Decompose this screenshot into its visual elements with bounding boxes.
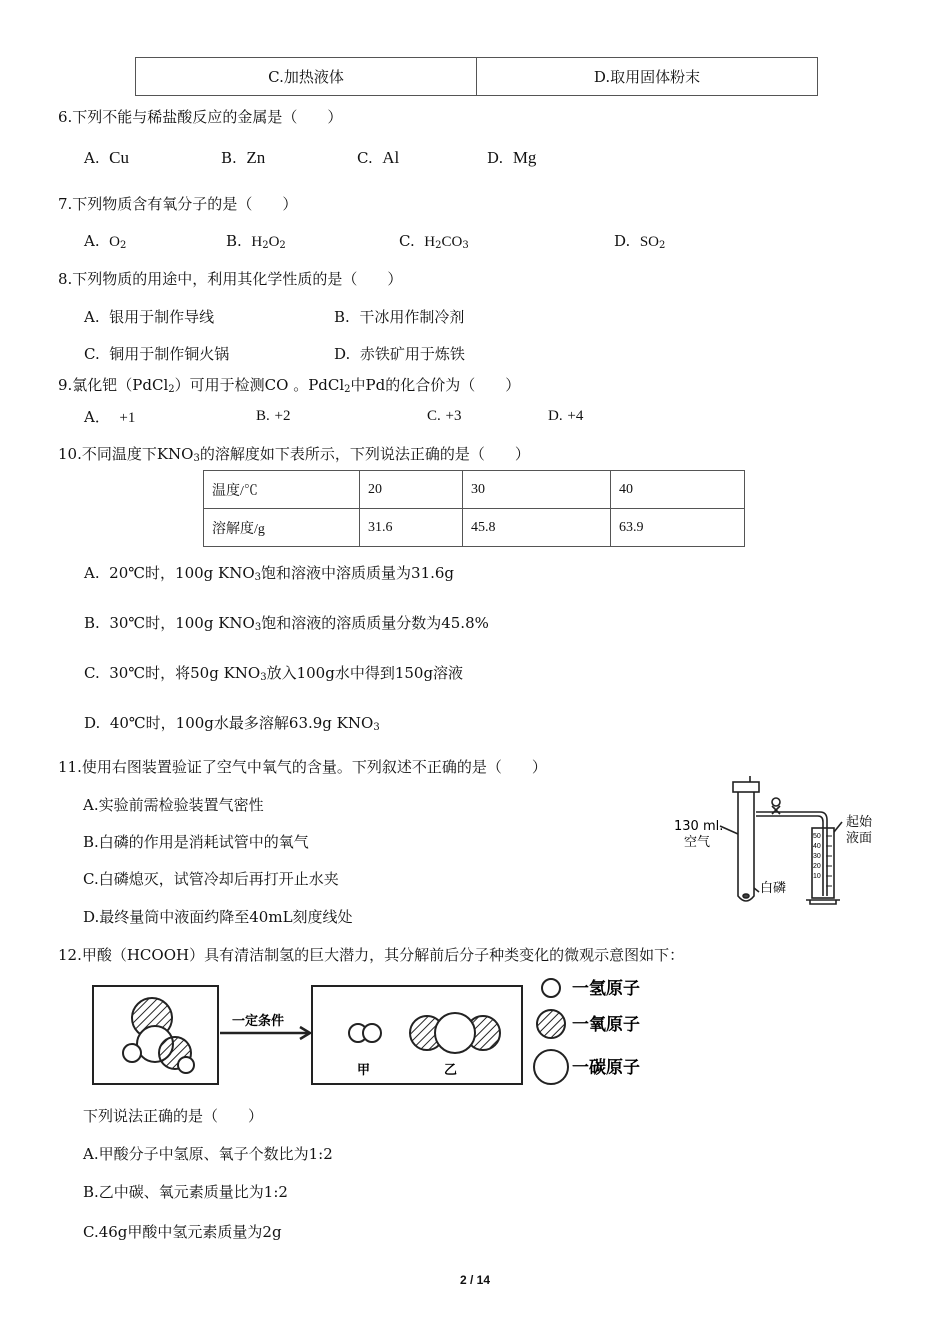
q9-option-c-letter: C. [427, 408, 441, 424]
q9-stem-sub: 2 [168, 384, 175, 395]
top-table-cell-c: C.加热液体 [136, 58, 477, 96]
q6-option-b-letter: B. [221, 149, 237, 167]
table-row [204, 471, 745, 509]
condition-label: 一定条件 [232, 1014, 285, 1029]
q7-option-d-letter: D. [614, 232, 631, 250]
q6-option-a [84, 148, 129, 168]
q10-option-c-letter: C. [84, 664, 100, 682]
q12-option-a: A.甲酸分子中氢原、氧子个数比为1:2 [83, 1145, 333, 1163]
legend-carbon-icon [534, 1050, 568, 1084]
q7-option-a-sub: 2 [120, 240, 127, 251]
q9-option-c-text: +3 [445, 408, 462, 424]
q8-option-c [84, 343, 229, 364]
q7-stem: 7.下列物质含有氧分子的是（ ） [58, 195, 298, 213]
start-label-1: 起始 [846, 815, 873, 830]
label-jia: 甲 [357, 1063, 371, 1078]
legend-oxygen-label: 一氧原子 [572, 1015, 640, 1035]
q8-option-c-text: 铜用于制作铜火锅 [109, 345, 230, 363]
q11-option-d: D.最终量筒中液面约降至40mL刻度线处 [83, 908, 353, 926]
q9-stem-part-b: ）可用于检测CO 。PdCl [174, 376, 345, 394]
q6-option-a-letter: A. [84, 149, 100, 167]
q10-option-d-sub: 3 [373, 722, 380, 733]
q10-option-b-part-b: 饱和溶液的溶质质量分数为45.8% [261, 614, 489, 632]
table-cell: 20 [360, 471, 463, 509]
q6-option-b [221, 148, 265, 168]
q10-option-b-sub: 3 [254, 622, 262, 633]
q7-option-a-letter: A. [84, 232, 100, 250]
q7-option-c-sub2: 3 [462, 240, 469, 251]
solubility-table [203, 470, 745, 547]
q7-option-a-formula: O [109, 234, 120, 250]
legend-oxygen-icon [537, 1010, 565, 1038]
q10-option-d-part-a: 40℃时，100g水最多溶解63.9g KNO [109, 714, 374, 732]
q6-option-c-text: Al [382, 148, 400, 167]
q6-option-b-text: Zn [246, 148, 266, 167]
q10-option-a-part-a: 20℃时，100g KNO [109, 564, 255, 582]
q9-stem [58, 374, 520, 395]
table-cell: 31.6 [360, 509, 463, 547]
q10-option-b-letter: B. [84, 614, 100, 632]
q7-option-b-sub2: 2 [279, 240, 286, 251]
hydrogen-atom [178, 1057, 194, 1073]
q10-option-d [84, 712, 380, 733]
table-cell: 40 [611, 471, 745, 509]
q9-stem-sub2: 2 [344, 384, 351, 395]
table-cell: 30 [463, 471, 611, 509]
q11-stem: 11.使用右图装置验证了空气中氧气的含量。下列叙述不正确的是（ ） [58, 758, 547, 776]
q10-stem-sub: 3 [193, 453, 200, 464]
label-yi: 乙 [444, 1063, 458, 1078]
table-cell: 温度/℃ [204, 471, 360, 509]
q10-option-c-sub: 3 [260, 672, 267, 683]
q11-option-b: B.白磷的作用是消耗试管中的氧气 [83, 833, 309, 851]
q10-option-c-part-b: 放入100g水中得到150g溶液 [266, 664, 464, 682]
q9-option-d-text: +4 [567, 408, 584, 424]
q9-option-b-text: +2 [274, 408, 291, 424]
volume-label: 130 ml. [674, 819, 724, 834]
table-cell: 45.8 [463, 509, 611, 547]
q6-stem: 6.下列不能与稀盐酸反应的金属是（ ） [58, 108, 343, 126]
legend-carbon-label: 一碳原子 [572, 1058, 640, 1078]
q10-option-a-letter: A. [84, 564, 100, 582]
q7-option-d-sub: 2 [659, 240, 666, 251]
scale-tick-label: 40 [813, 843, 821, 850]
q7-option-d-formula: SO [639, 234, 659, 250]
q7-option-b-tail: O [268, 234, 280, 250]
q8-option-d [334, 343, 465, 364]
hydrogen-atom [363, 1024, 381, 1042]
scale-tick-label: 30 [813, 853, 821, 860]
q12-option-c: C.46g甲酸中氢元素质量为2g [83, 1223, 282, 1241]
q8-option-a [84, 306, 214, 327]
scale-tick-label: 20 [813, 863, 821, 870]
page-number: 2 / 14 [459, 1273, 491, 1287]
q9-option-b-letter: B. [256, 408, 270, 424]
q8-option-c-letter: C. [84, 345, 100, 363]
oxygen-apparatus-figure [660, 776, 890, 911]
q9-stem-part-a: 9.氯化钯（PdCl [58, 376, 169, 394]
q8-option-a-text: 银用于制作导线 [109, 308, 215, 326]
q10-option-d-letter: D. [84, 714, 101, 732]
q9-option-d-letter: D. [548, 408, 563, 424]
q8-option-b-text: 干冰用作制冷剂 [359, 308, 465, 326]
q6-option-d-letter: D. [487, 149, 504, 167]
q9-option-d [548, 406, 583, 425]
q8-option-b-letter: B. [334, 308, 350, 326]
q12-option-b: B.乙中碳、氧元素质量比为1:2 [83, 1183, 288, 1201]
q7-option-c-tail: CO [441, 234, 463, 250]
stopper [733, 782, 759, 792]
q6-option-a-text: Cu [109, 148, 129, 167]
q6-option-c [357, 148, 399, 168]
q7-option-c-sub: 2 [435, 240, 442, 251]
q10-option-c-part-a: 30℃时，将50g KNO [109, 664, 261, 682]
phosphorus-label: 白磷 [760, 881, 787, 896]
q11-option-a: A.实验前需检验装置气密性 [83, 796, 264, 814]
start-label-2: 液面 [846, 831, 873, 846]
q8-stem: 8.下列物质的用途中，利用其化学性质的是（ ） [58, 270, 403, 288]
scale-tick-label: 10 [813, 873, 821, 880]
hcooh-decomposition-diagram [90, 972, 700, 1092]
hydrogen-atom [123, 1044, 141, 1062]
q8-option-d-letter: D. [334, 345, 351, 363]
carbon-atom [435, 1013, 475, 1053]
legend-hydrogen-label: 一氢原子 [572, 979, 640, 999]
q7-option-a [84, 232, 126, 251]
legend-hydrogen-icon [542, 979, 560, 997]
q7-option-b-formula: H [251, 234, 263, 250]
test-tube [738, 792, 754, 901]
q7-option-c-letter: C. [399, 232, 415, 250]
q9-option-c [427, 406, 462, 425]
q7-option-b-sub: 2 [262, 240, 269, 251]
top-table-cell-d: D.取用固体粉末 [477, 58, 818, 96]
q9-option-a [84, 406, 135, 427]
q7-option-c [399, 232, 469, 251]
scale-tick-label: 50 [813, 833, 821, 840]
q8-option-a-letter: A. [84, 308, 100, 326]
q10-option-b-part-a: 30℃时，100g KNO [109, 614, 255, 632]
table-row [204, 509, 745, 547]
q8-option-d-text: 赤铁矿用于炼铁 [359, 345, 465, 363]
q6-option-d-text: Mg [512, 148, 537, 167]
q7-option-b [226, 232, 286, 251]
q9-option-a-text: +1 [119, 410, 136, 426]
q10-stem-part-a: 10.不同温度下KNO [58, 445, 194, 463]
top-options-table [135, 57, 818, 96]
q8-option-b [334, 306, 464, 327]
q12-sub-stem: 下列说法正确的是（ ） [83, 1107, 264, 1125]
q10-option-c [84, 662, 463, 683]
q11-option-c: C.白磷熄灭，试管冷却后再打开止水夹 [83, 870, 339, 888]
q6-option-c-letter: C. [357, 149, 373, 167]
q9-stem-part-c: 中Pd的化合价为（ ） [350, 376, 521, 394]
table-cell: 63.9 [611, 509, 745, 547]
q10-stem-part-b: 的溶解度如下表所示，下列说法正确的是（ ） [199, 445, 530, 463]
q12-stem: 12.甲酸（HCOOH）具有清洁制氢的巨大潜力，其分解前后分子种类变化的微观示意图如下： [58, 946, 685, 964]
q10-option-a-part-b: 饱和溶液中溶质质量为31.6g [261, 564, 455, 582]
q6-option-d [487, 148, 536, 168]
q7-option-c-formula: H [424, 234, 436, 250]
table-cell: 溶解度/g [204, 509, 360, 547]
q7-option-d [614, 232, 665, 251]
q10-option-a [84, 562, 454, 583]
q10-option-b [84, 612, 489, 633]
q10-option-a-sub: 3 [254, 572, 262, 583]
q10-stem [58, 443, 530, 464]
q7-option-b-letter: B. [226, 232, 242, 250]
air-label: 空气 [684, 835, 711, 850]
q9-option-a-letter: A． [84, 408, 110, 426]
q9-option-b [256, 406, 291, 425]
